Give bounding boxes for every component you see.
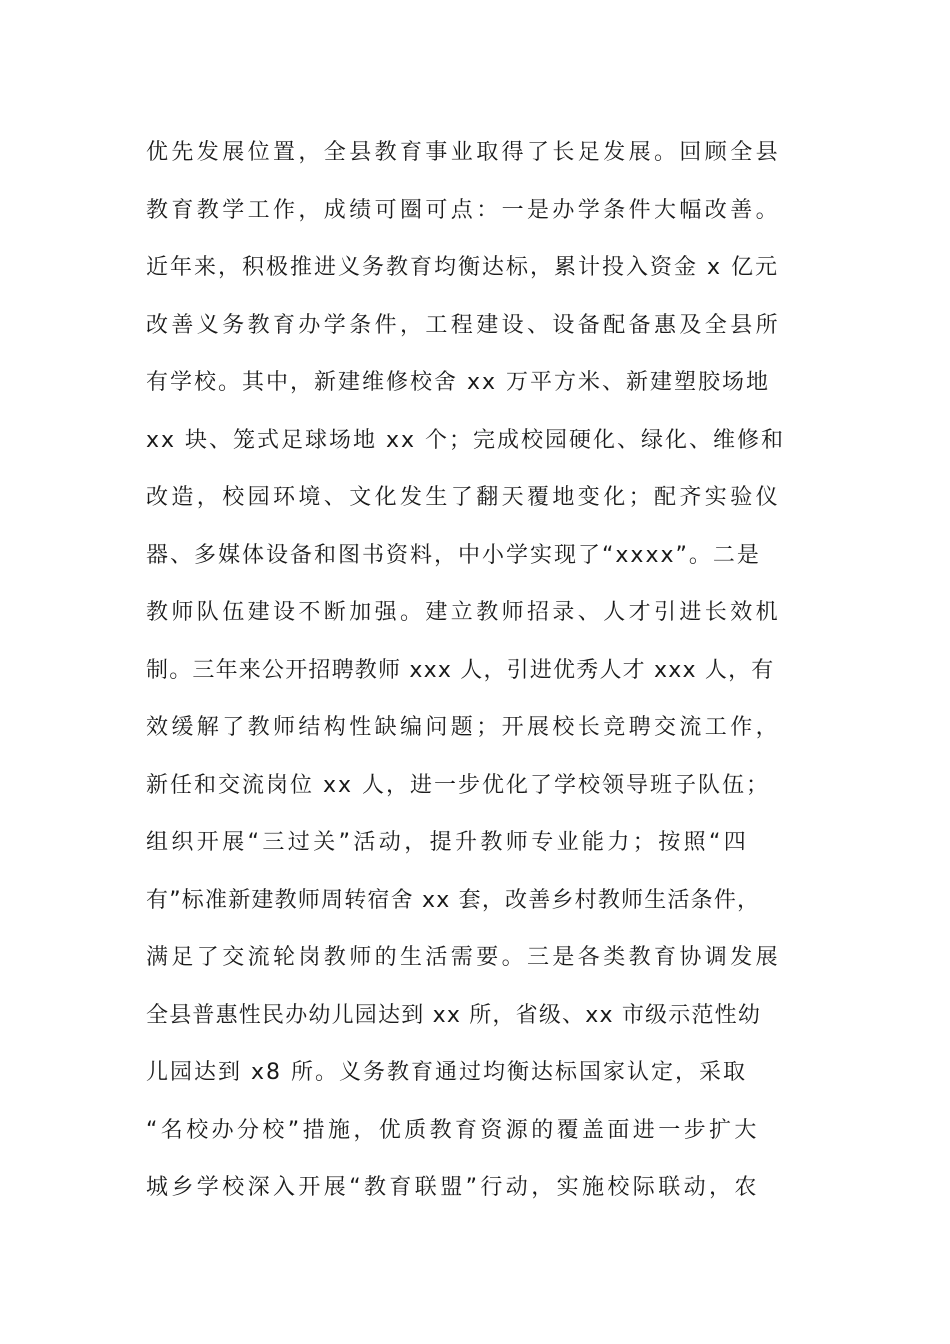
text-line: 城乡学校深入开展“教育联盟”行动，实施校际联动，农 — [146, 1175, 760, 1200]
text-line: 儿园达到 x8 所。义务教育通过均衡达标国家认定，采取 — [146, 1060, 748, 1085]
text-line: 改造，校园环境、文化发生了翻天覆地变化；配齐实验仪 — [146, 485, 782, 510]
text-line: 近年来，积极推进义务教育均衡达标，累计投入资金 x 亿元 — [146, 255, 780, 280]
text-line: 效缓解了教师结构性缺编问题；开展校长竞聘交流工作， — [146, 715, 782, 740]
text-line: 制。三年来公开招聘教师 xxx 人，引进优秀人才 xxx 人，有 — [146, 657, 775, 683]
body-text — [146, 124, 826, 1217]
text-line: 优先发展位置，全县教育事业取得了长足发展。回顾全县 — [146, 140, 782, 165]
text-line: 新任和交流岗位 xx 人，进一步优化了学校领导班子队伍； — [146, 772, 771, 798]
text-line: 全县普惠性民办幼儿园达到 xx 所，省级、xx 市级示范性幼 — [146, 1002, 762, 1028]
text-line: xx 块、笼式足球场地 xx 个；完成校园硬化、绿化、维修和 — [146, 427, 786, 453]
text-line: 改善义务教育办学条件，工程建设、设备配备惠及全县所 — [146, 312, 782, 338]
text-line: 组织开展“三过关”活动，提升教师专业能力；按照“四 — [146, 830, 750, 855]
text-line: “名校办分校”措施，优质教育资源的覆盖面进一步扩大 — [146, 1117, 760, 1143]
text-line: 有”标准新建教师周转宿舍 xx 套，改善乡村教师生活条件， — [146, 887, 761, 913]
text-line: 教育教学工作，成绩可圈可点：一是办学条件大幅改善。 — [146, 197, 782, 223]
text-line: 教师队伍建设不断加强。建立教师招录、人才引进长效机 — [146, 600, 782, 625]
text-line: 满足了交流轮岗教师的生活需要。三是各类教育协调发展 — [146, 945, 782, 970]
text-line: 器、多媒体设备和图书资料，中小学实现了“xxxx”。二是 — [146, 542, 761, 568]
text-line: 有学校。其中，新建维修校舍 xx 万平方米、新建塑胶场地 — [146, 370, 771, 395]
